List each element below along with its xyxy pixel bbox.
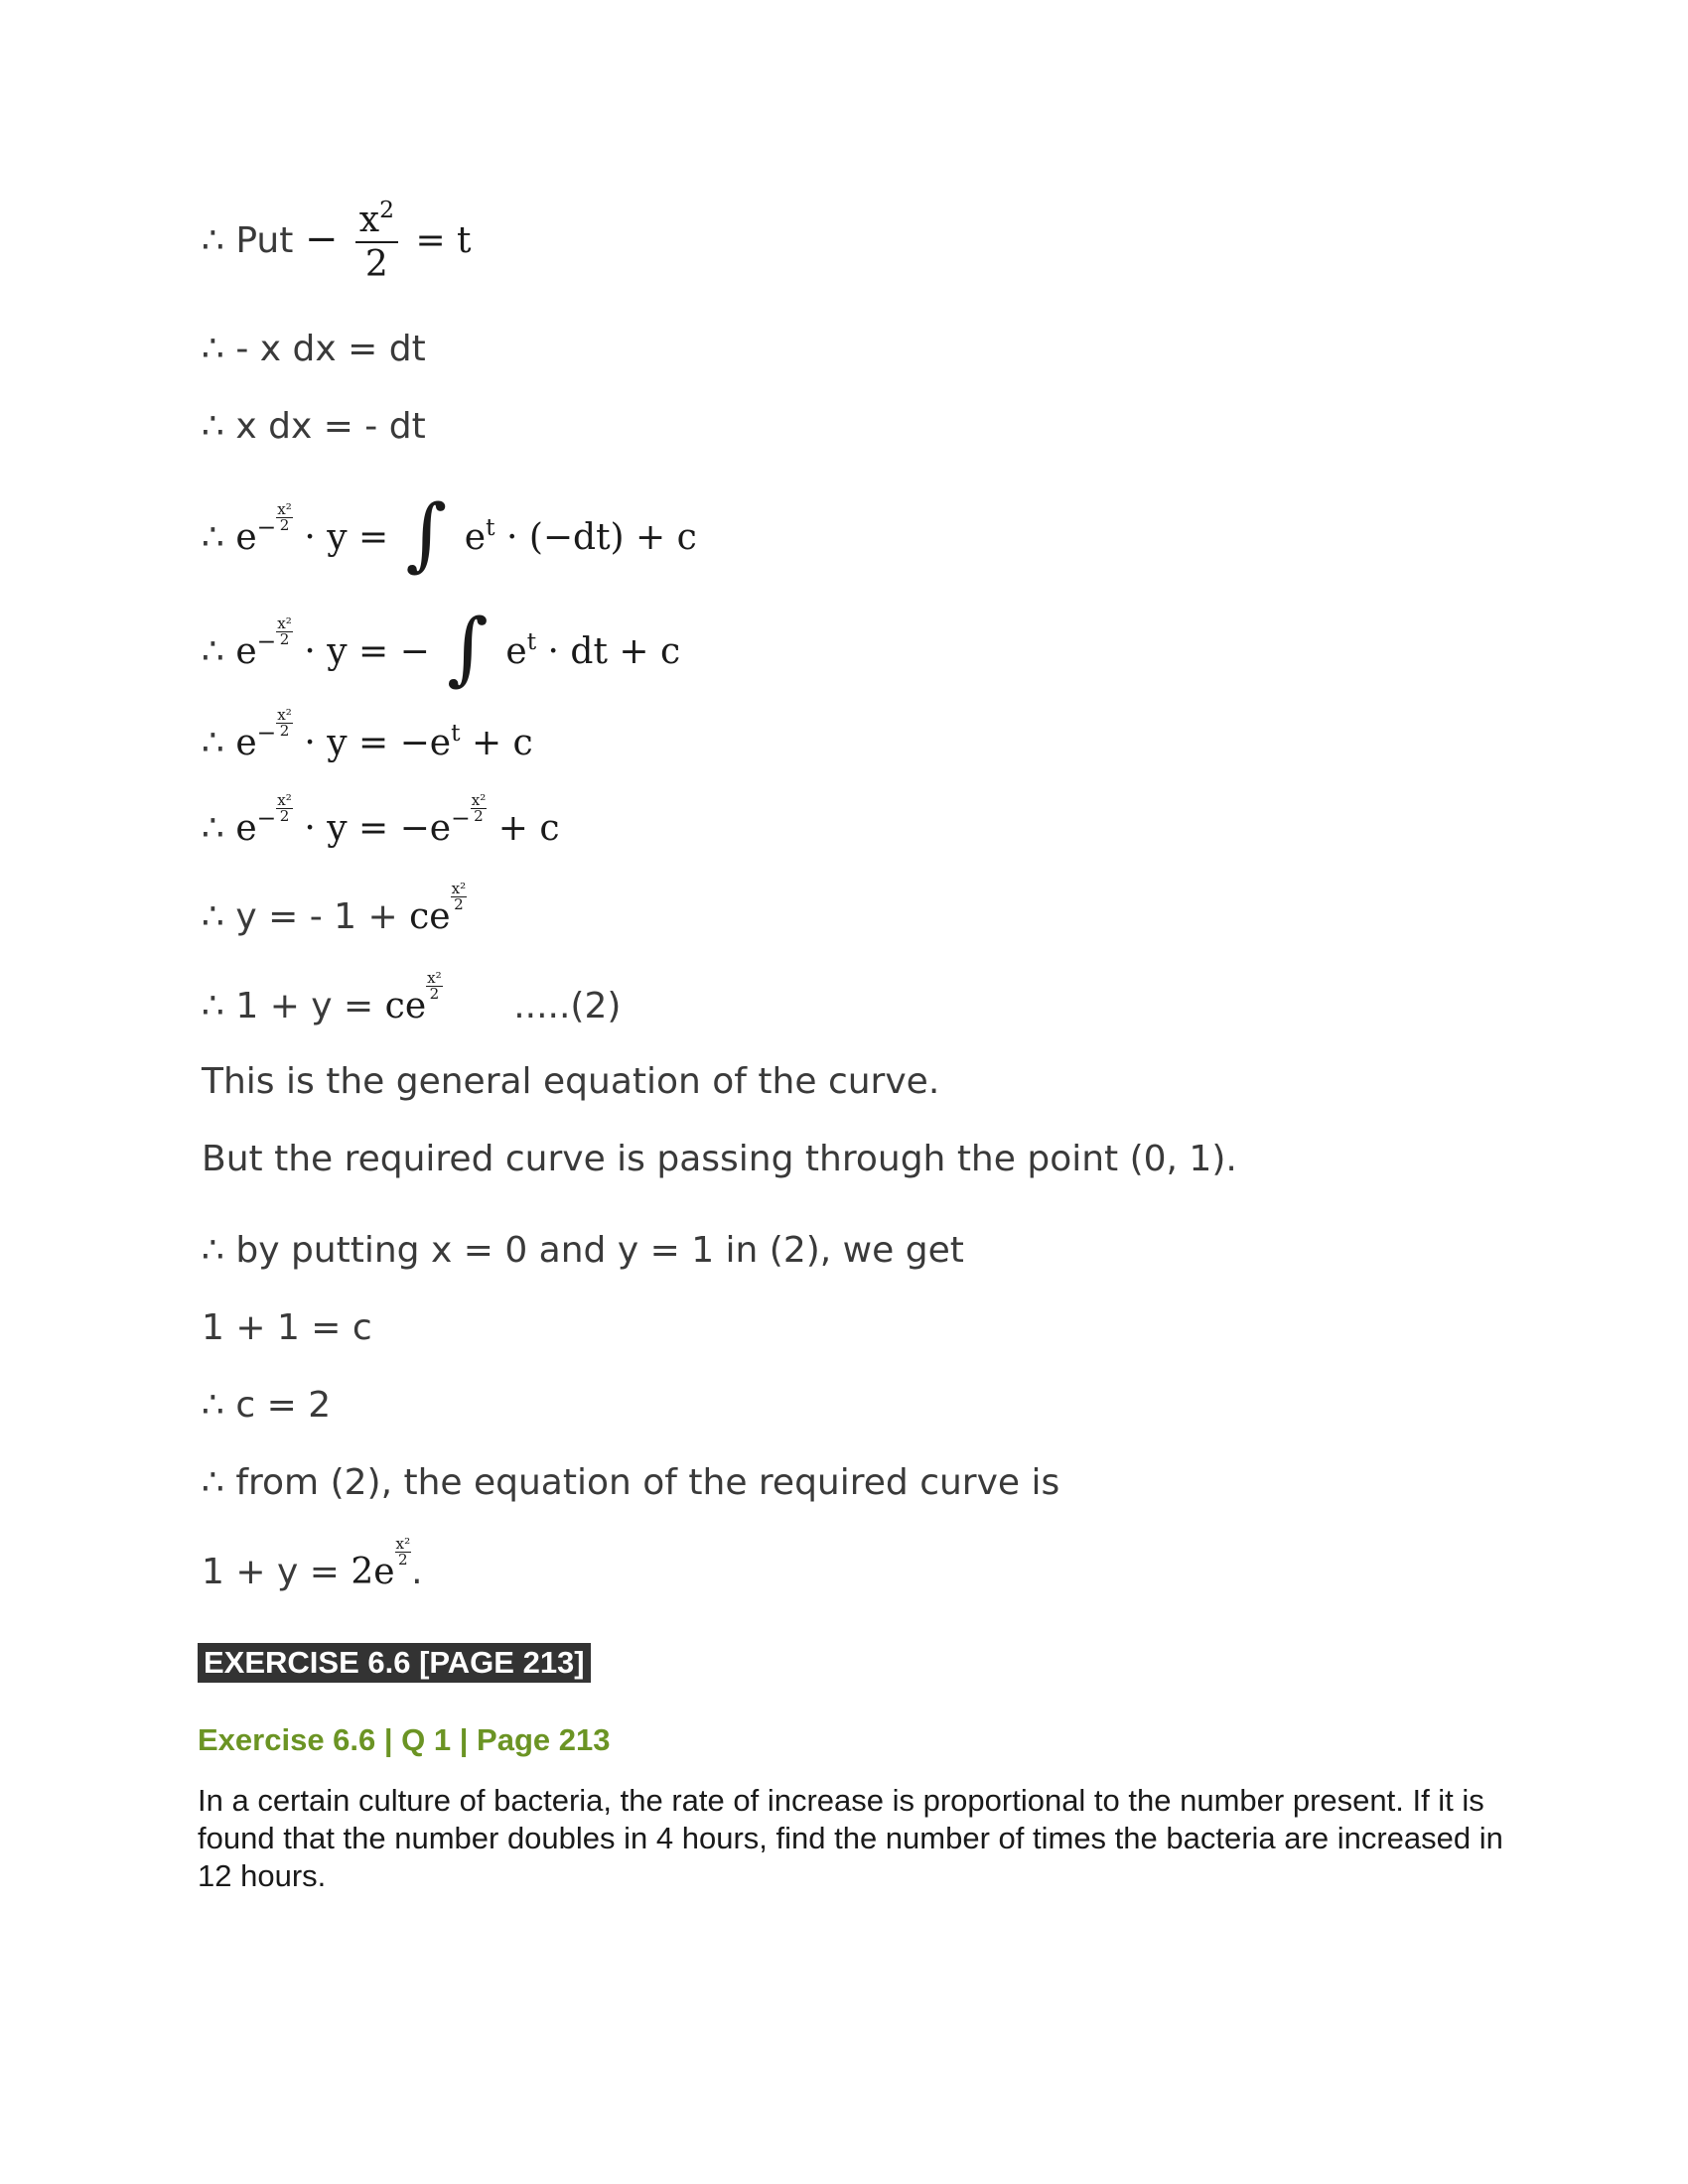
- step-integral-1: [202, 487, 697, 580]
- exp-num: x²: [451, 879, 467, 897]
- exp-den: 2: [279, 722, 290, 741]
- step-integral-2: [202, 602, 681, 694]
- exp-den: 2: [279, 630, 290, 649]
- exponent-fraction: [395, 1534, 412, 1570]
- exp-den: 2: [279, 516, 290, 535]
- exp-num: x²: [277, 499, 292, 518]
- putting-values-text: ∴ by putting x = 0 and y = 1 in (2), we get: [202, 1230, 964, 1271]
- exp-minus: −: [256, 512, 277, 541]
- therefore-symbol: ∴: [202, 808, 224, 849]
- exercise-heading: EXERCISE 6.6 [PAGE 213]: [198, 1643, 591, 1683]
- question-title[interactable]: Exercise 6.6 | Q 1 | Page 213: [198, 1722, 611, 1757]
- step-prefix: ∴ Put: [202, 220, 294, 262]
- exp-base: e: [235, 808, 257, 849]
- final-2e: 2e: [351, 1552, 395, 1592]
- step-rhs: = t: [415, 220, 472, 262]
- integrand-sup: t: [486, 512, 495, 541]
- step-y-solution: [202, 879, 467, 938]
- exp2-num: x²: [471, 790, 487, 809]
- general-equation-text: This is the general equation of the curve.: [202, 1061, 940, 1102]
- exp-base: e: [235, 517, 257, 558]
- integrand-sup: t: [526, 626, 537, 655]
- step-put-substitution: [202, 195, 472, 286]
- num-base: x: [358, 200, 380, 240]
- exp-num: x²: [277, 614, 292, 632]
- integrand-rest: · dt + c: [547, 631, 681, 672]
- exponent-fraction: [426, 968, 443, 1004]
- lhs-rest: · y = −: [304, 631, 430, 672]
- step-equation-2: [202, 968, 622, 1027]
- integral-sign: ∫: [405, 487, 448, 580]
- fraction-x2-over-2: [355, 195, 398, 286]
- question-text: In a certain culture of bacteria, the rate of increase is proportional to the number present. If it is found that the number doubles in 4 hours, find the number of times the bacteria are increased in 12 hours.: [198, 1783, 1503, 1893]
- exp-den: 2: [398, 1551, 408, 1570]
- exponent-fraction: [276, 705, 293, 741]
- step-x-dx: ∴ x dx = - dt: [202, 406, 426, 447]
- step-text: ∴ 1 + y =: [202, 986, 374, 1026]
- integrand-rest: · (−dt) + c: [505, 517, 697, 558]
- exponent-fraction: [276, 499, 293, 535]
- therefore-symbol: ∴: [202, 723, 224, 763]
- exp-num: x²: [277, 705, 292, 724]
- exp-den: 2: [454, 895, 464, 914]
- lhs-rest: · y =: [304, 517, 389, 558]
- integrand-base: e: [505, 631, 527, 672]
- integrand-base: e: [464, 517, 487, 558]
- step-exp-x: [202, 790, 560, 850]
- eq-one-plus-one: 1 + 1 = c: [202, 1307, 372, 1348]
- exp-base: e: [235, 723, 257, 763]
- therefore-symbol: ∴: [202, 517, 224, 558]
- fraction-numerator: [355, 195, 398, 243]
- lhs-rest: · y = −e: [304, 723, 452, 763]
- minus-sign: −: [304, 216, 339, 263]
- ce-term: ce: [409, 896, 451, 937]
- exp-num: x²: [395, 1534, 411, 1553]
- ce-term: ce: [384, 986, 427, 1026]
- passing-point-text: But the required curve is passing through the point (0, 1).: [202, 1139, 1237, 1179]
- rhs-sup: t: [451, 718, 461, 747]
- exponent-fraction: [276, 790, 293, 826]
- final-text: 1 + y =: [202, 1552, 340, 1592]
- exponent-fraction-2: [471, 790, 488, 826]
- integral-sign: ∫: [447, 602, 489, 694]
- equation-tag: .....(2): [513, 986, 622, 1026]
- exp-num: x²: [427, 968, 442, 987]
- exp-minus: −: [256, 718, 277, 747]
- rhs-rest: + c: [471, 723, 533, 763]
- step-dx-dt: ∴ - x dx = dt: [202, 329, 426, 369]
- num-sup: 2: [379, 195, 394, 223]
- exp-minus-2: −: [451, 803, 471, 832]
- lhs-rest: · y = −e: [304, 808, 452, 849]
- rhs-rest: + c: [497, 808, 560, 849]
- fraction-denominator: 2: [364, 244, 388, 286]
- exp-den: 2: [279, 807, 290, 826]
- eq-c-equals-2: ∴ c = 2: [202, 1385, 332, 1426]
- exponent-fraction: [451, 879, 468, 914]
- final-equation: [202, 1534, 423, 1593]
- exp-minus: −: [256, 803, 277, 832]
- exponent-fraction: [276, 616, 293, 647]
- therefore-symbol: ∴: [202, 631, 224, 672]
- exp2-den: 2: [474, 807, 484, 826]
- exp-minus: −: [256, 626, 277, 655]
- exp-den: 2: [429, 985, 440, 1004]
- step-exp-t: [202, 705, 533, 764]
- exp-num: x²: [277, 790, 292, 809]
- from-equation-text: ∴ from (2), the equation of the required curve is: [202, 1462, 1060, 1503]
- step-text: ∴ y = - 1 +: [202, 896, 398, 937]
- exp-base: e: [235, 631, 257, 672]
- final-period: .: [411, 1552, 423, 1592]
